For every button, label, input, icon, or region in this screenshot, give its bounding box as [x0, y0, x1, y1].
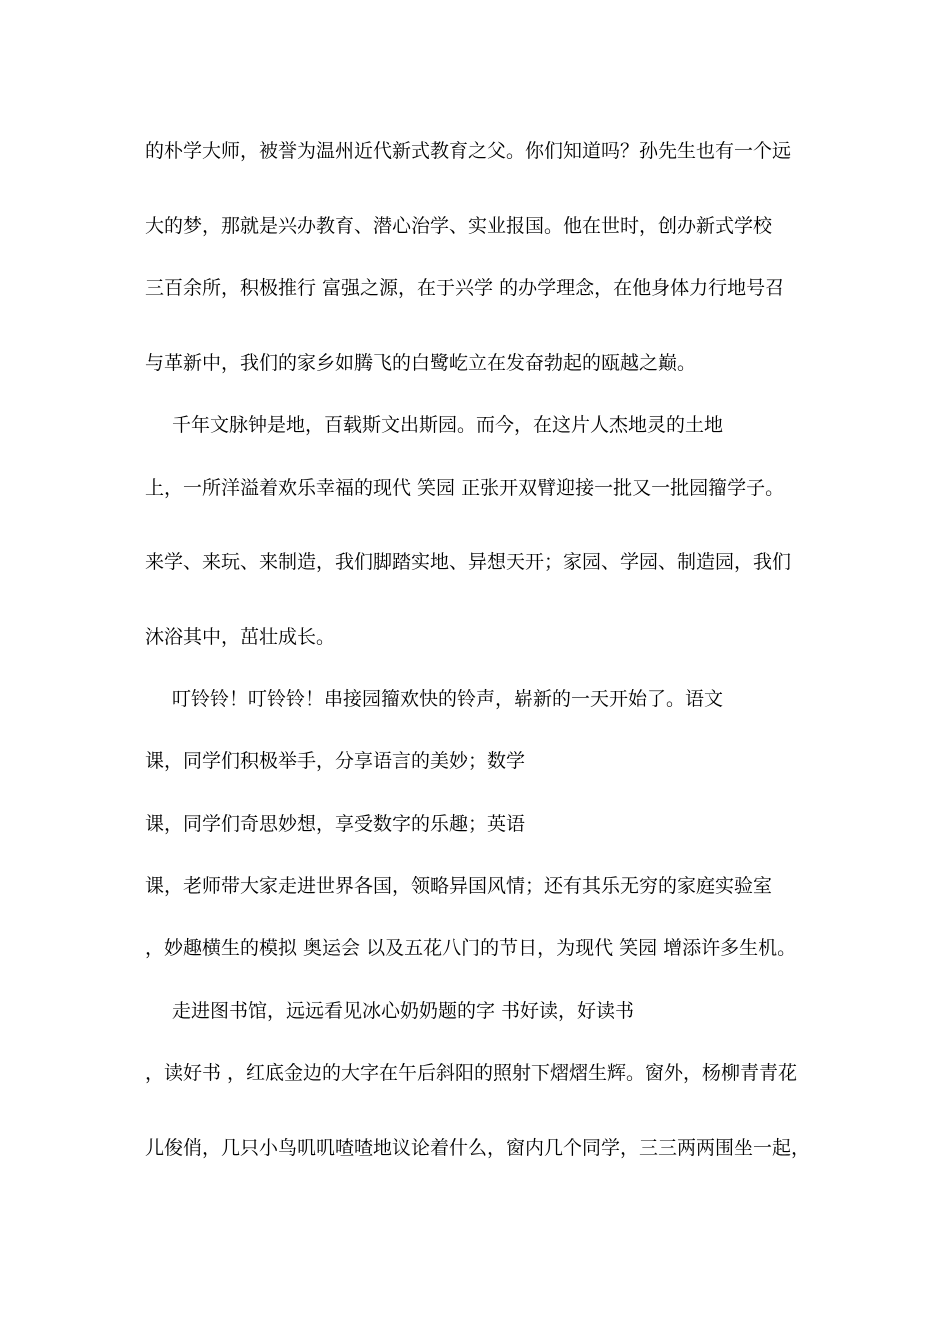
paragraph-first-line: 叮铃铃！叮铃铃！串接园籀欢快的铃声，崭新的一天开始了。语文: [172, 688, 724, 710]
text-line: 上，一所洋溢着欢乐幸福的现代 笑园 正张开双臂迎接一批又一批园籀学子。: [145, 477, 785, 499]
text-line: 沐浴其中，茁壮成长。: [145, 626, 336, 648]
text-line: 的朴学大师，被誉为温州近代新式教育之父。你们知道吗？孙先生也有一个远: [145, 140, 792, 162]
text-line: 课，老师带大家走进世界各国，领略异国风情；还有其乐无穷的家庭实验室: [145, 875, 773, 897]
text-line: 来学、来玩、来制造，我们脚踏实地、异想天开；家园、学园、制造园，我们: [145, 551, 792, 573]
text-line: 与革新中，我们的家乡如腾飞的白鹭屹立在发奋勃起的瓯越之巅。: [145, 352, 697, 374]
text-line: 课，同学们奇思妙想，享受数字的乐趣；英语: [145, 813, 526, 835]
text-line: 大的梦，那就是兴办教育、潜心治学、实业报国。他在世时，创办新式学校: [145, 215, 773, 237]
paragraph-first-line: 走进图书馆，远远看见冰心奶奶题的字 书好读，好读书: [172, 1000, 635, 1022]
text-line: ，读好书 ，红底金边的大字在午后斜阳的照射下熠熠生辉。窗外，杨柳青青花: [145, 1062, 798, 1084]
text-line: 课，同学们积极举手，分享语言的美妙；数学: [145, 750, 526, 772]
paragraph-first-line: 千年文脉钟是地，百载斯文出斯园。而今，在这片人杰地灵的土地: [172, 414, 724, 436]
text-line: 儿俊俏，几只小鸟叽叽喳喳地议论着什么，窗内几个同学，三三两两围坐一起，: [145, 1137, 811, 1159]
text-line: ，妙趣横生的模拟 奥运会 以及五花八门的节日，为现代 笑园 增添许多生机。: [145, 937, 797, 959]
text-line: 三百余所，积极推行 富强之源，在于兴学 的办学理念，在他身体力行地号召: [145, 277, 785, 299]
